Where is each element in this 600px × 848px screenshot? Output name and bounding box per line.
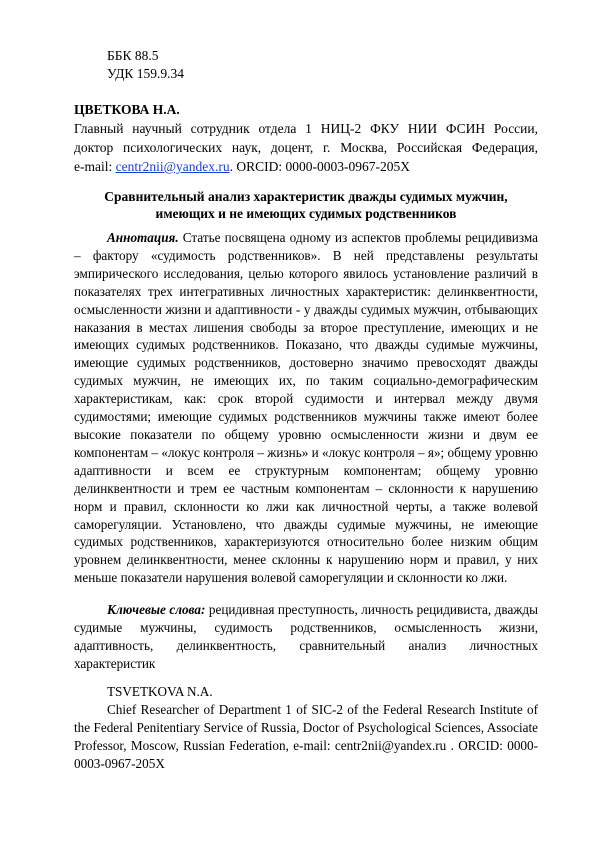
author-position-ru: Главный научный сотрудник отдела 1 НИЦ-2 ФКУ НИИ ФСИН России,: [74, 121, 538, 136]
orcid-text: . ORCID: 0000-0003-0967-205X: [229, 159, 411, 174]
keywords-colon: :: [200, 602, 206, 617]
abstract-label: Аннотация.: [107, 230, 179, 245]
article-title: [74, 188, 538, 222]
author-name-en: TSVETKOVA N.A.: [107, 684, 213, 699]
email-link[interactable]: centr2nii@yandex.ru: [115, 159, 230, 174]
author-info-en-text: Chief Researcher of Department 1 of SIC-2 of the Federal Research Institute of the Federal Penitentiary Service of Russia, Doctor of Psychological Sciences, Associate Professor, Moscow, Russian Federation, e-mail: centr2nii@yandex.ru . ORCID: 0000-0003-0967-205X: [74, 702, 538, 771]
title-line-1: Сравнительный анализ характеристик дважды судимых мужчин,: [104, 189, 508, 204]
author-name-ru: ЦВЕТКОВА Н.А.: [74, 102, 180, 117]
author-block-ru: [74, 100, 538, 176]
classification-codes: [107, 47, 184, 83]
keywords-text: рецидивная преступность, личность рецидивиста, дважды судимые мужчины, судимость родственников, осмысленность жизни, адаптивность, делинквентность, сравнительный анализ личностных характеристик: [74, 602, 538, 671]
keywords-paragraph: [74, 601, 538, 673]
author-info-en: [74, 701, 538, 773]
udk-code: УДК 159.9.34: [107, 66, 185, 81]
abstract-paragraph: [74, 229, 538, 587]
email-label: e-mail:: [74, 159, 116, 174]
bbk-code: ББК 88.5: [107, 48, 159, 63]
author-degree-ru: доктор психологических наук, доцент, г. Москва, Российская Федерация,: [74, 140, 538, 155]
title-line-2: имеющих и не имеющих судимых родственников: [155, 206, 457, 221]
keywords-label: Ключевые слова: [107, 602, 201, 617]
abstract-text: Статье посвящена одному из аспектов проблемы рецидивизма – фактору «судимость родственников». В ней представлены результаты эмпирического исследования, целью которого явилось установление различий в показателях трех интегративных личностных характеристик: делинквентности, осмысленности жизни и адаптивности - у дважды судимых мужчин, отбывающих наказания в местах лишения свободы за второе преступление, имеющих и не имеющих судимых родственников. Показано, что дважды судимые мужчины, имеющие судимых родственников, достоверно значимо превосходят дважды судимых мужчин, не имеющих их, по таким социально-демографическим характеристикам, как: срок второй судимости и интервал между двумя судимостями; имеющие судимых родственников мужчины также имеют более высокие показатели по общему уровню осмысленности жизни и двум ее компонентам – «локус контроля – жизнь» и «локус контроля – я»; общему уровню адаптивности и всем ее структурным компонентам; общему уровню делинквентности и трем ее частным компонентам – склонности к нарушению норм и правил, склонности ко лжи как личностной черты, а также волевой саморегуляции. Установлено, что дважды судимые мужчины, не имеющие судимых родственников, характеризуются относительно более низким общим уровнем делинквентности, менее склонны к нарушению норм и правил, у них меньше показатели нарушения волевой саморегуляции и склонности ко лжи.: [74, 230, 538, 586]
author-block-en: [74, 683, 538, 773]
author-contact-ru: [74, 157, 538, 176]
